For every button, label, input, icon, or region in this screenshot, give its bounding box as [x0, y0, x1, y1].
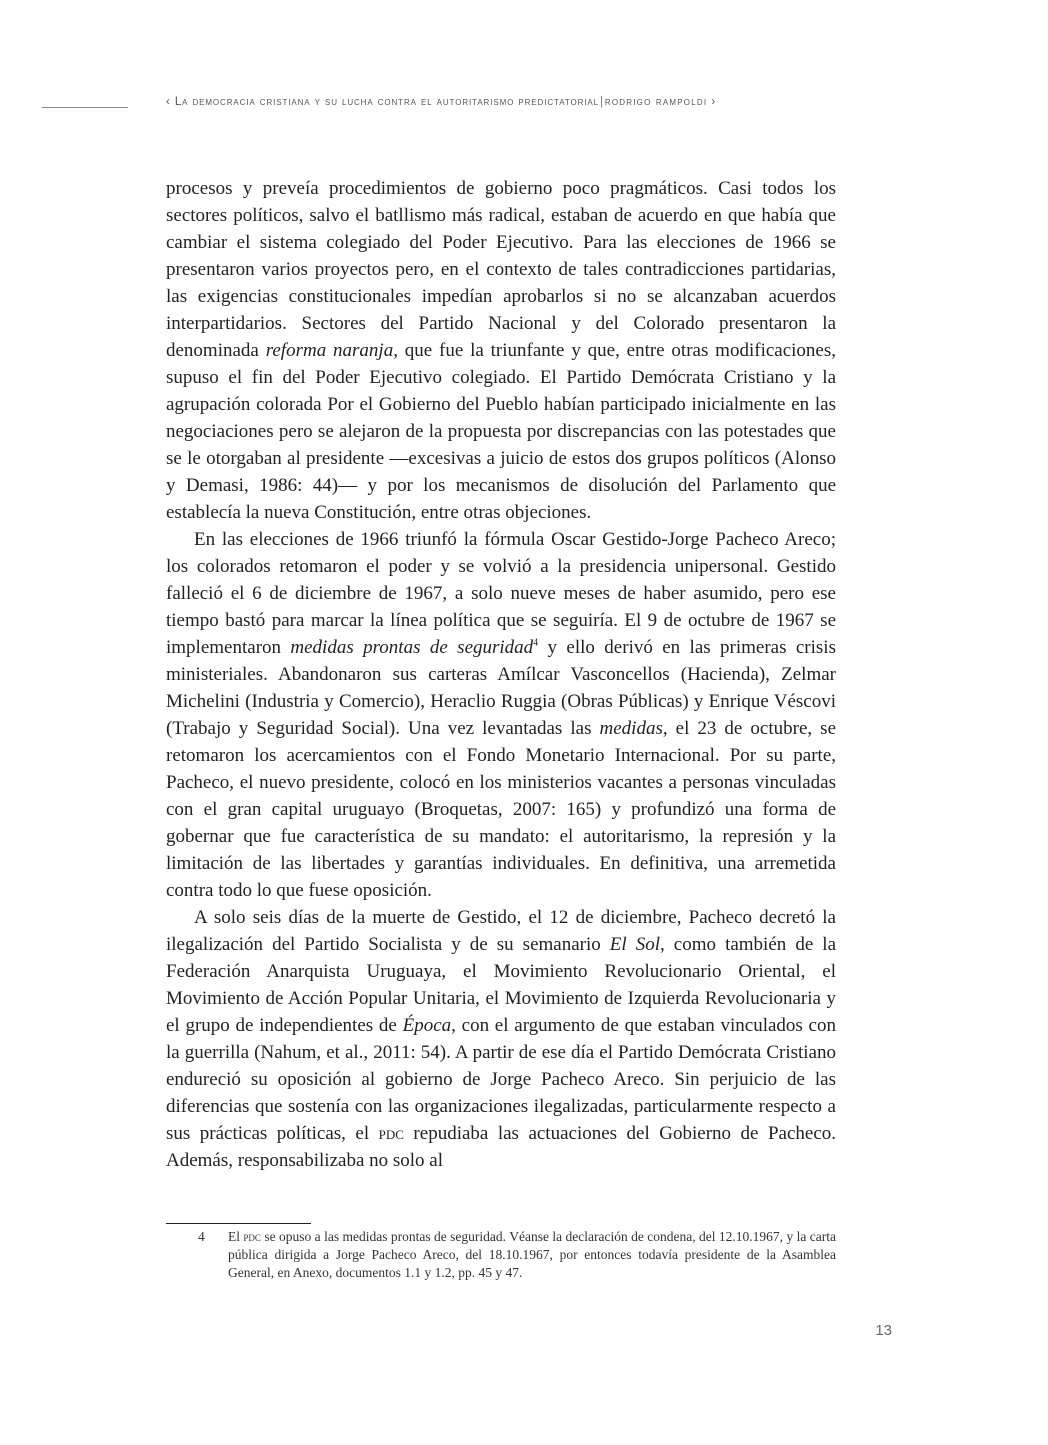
footnote-text-a: El — [228, 1229, 244, 1244]
running-header — [166, 96, 846, 108]
footnote-pdc-smallcaps: pdc — [243, 1229, 261, 1244]
footnote-text-b: se opuso a las medidas prontas de seguridad. Véanse la declaración de condena, del 12.10.1967, y la carta pública dirigida a Jorge Pacheco Areco, del 18.10.1967, por entonces todavía presidente de la Asamblea General, en Anexo, documentos 1.1 y 1.2, pp. 45 y 47. — [228, 1229, 837, 1280]
reforma-naranja-italic: reforma naranja, — [265, 340, 398, 361]
paragraph-3-text-d: repudiaba las actuaciones del Gobierno de Pacheco. Además, responsabilizaba no solo al — [166, 1123, 837, 1171]
pdc-smallcaps: pdc — [378, 1123, 404, 1144]
paragraph-3 — [166, 904, 836, 1174]
paragraph-2 — [166, 526, 836, 904]
book-title: La democracia cristiana y su lucha contra el autoritarismo predictatorial — [174, 96, 599, 108]
footnote-number: 4 — [198, 1229, 205, 1244]
paragraph-3-text-b: , como también de la Federación Anarquista Uruguaya, el Movimiento Revolucionario Oriental, el Movimiento de Acción Popular Unitaria, el Movimiento de Izquierda Revolucionaria y el grupo de independientes de — [166, 934, 837, 1036]
header-separator: | — [599, 96, 604, 108]
paragraph-3-text-c: , con el argumento de que estaban vinculados con la guerrilla (Nahum, et al., 2011: 54). A partir de ese día el Partido Demócrata Cristiano endureció su oposición al gobierno de Jorge Pacheco Areco. Sin perjuicio de las diferencias que sostenía con las organizaciones ilegalizadas, particularmente respecto a sus prácticas políticas, el — [166, 1015, 836, 1144]
medidas-italic: medidas — [599, 718, 663, 739]
paragraph-2-text-a: En las elecciones de 1966 triunfó la fórmula Oscar Gestido-Jorge Pacheco Areco; los colorados retomaron el poder y se volvió a la presidencia unipersonal. Gestido falleció el 6 de diciembre de 1967, a solo nueve meses de haber asumido, pero ese tiempo bastó para marcar la línea política que se seguiría. El 9 de octubre de 1967 se implementaron — [166, 529, 836, 658]
paragraph-3-text-a: A solo seis días de la muerte de Gestido, el 12 de diciembre, Pacheco decretó la ilegalización del Partido Socialista y de su semanario — [166, 907, 836, 955]
medidas-prontas-italic: medidas prontas de seguridad — [290, 637, 534, 658]
paragraph-1-text: procesos y preveía procedimientos de gobierno poco pragmáticos. Casi todos los sectores políticos, salvo el batllismo más radical, estaban de acuerdo en que había que cambiar el sistema colegiado del Poder Ejecutivo. Para las elecciones de 1966 se presentaron varios proyectos pero, en el contexto de tales contradicciones partidarias, las exigencias constitucionales impedían aprobarlos si no se alcanzaban acuerdos interpartidarios. Sectores del Partido Nacional y del Colorado presentaron la denominada — [166, 178, 836, 361]
footnote-ref-4[interactable]: 4 — [533, 637, 539, 649]
el-sol-italic: El Sol — [609, 934, 661, 955]
header-close-mark: › — [707, 96, 717, 108]
header-rule — [42, 107, 128, 108]
author-name: rodrigo rampoldi — [604, 96, 708, 108]
epoca-italic: Época — [402, 1015, 452, 1036]
paragraph-2-text-b: y ello derivó en las primeras crisis ministeriales. Abandonaron sus carteras Amílcar Vasconcellos (Hacienda), Zelmar Michelini (Industria y Comercio), Heraclio Ruggia (Obras Públicas) y Enrique Véscovi (Trabajo y Seguridad Social). Una vez levantadas las — [166, 637, 836, 739]
body-text — [166, 175, 836, 1174]
footnote-text — [228, 1228, 836, 1282]
footnote-4 — [198, 1228, 836, 1282]
footnote-rule — [166, 1223, 311, 1224]
paragraph-1-end: que fue la triunfante y que, entre otras modificaciones, supuso el fin del Poder Ejecutivo colegiado. El Partido Demócrata Cristiano y la agrupación colorada Por el Gobierno del Pueblo habían participado inicialmente en las negociaciones pero se alejaron de la propuesta por discrepancias con las potestades que se le otorgaban al presidente —excesivas a juicio de estos dos grupos políticos (Alonso y Demasi, 1986: 44)— y por los mecanismos de disolución del Parlamento que establecía la nueva Constitución, entre otras objeciones. — [166, 340, 836, 523]
header-open-mark: ‹ — [166, 96, 175, 108]
paragraph-1 — [166, 175, 836, 526]
paragraph-2-text-c: , el 23 de octubre, se retomaron los acercamientos con el Fondo Monetario Internacional. Por su parte, Pacheco, el nuevo presidente, colocó en los ministerios vacantes a personas vinculadas con el gran capital uruguayo (Broquetas, 2007: 165) y profundizó una forma de gobernar que fue característica de su mandato: el autoritarismo, la represión y la limitación de las libertades y garantías individuales. En definitiva, una arremetida contra todo lo que fuese oposición. — [166, 718, 837, 901]
page-number: 13 — [875, 1322, 892, 1339]
